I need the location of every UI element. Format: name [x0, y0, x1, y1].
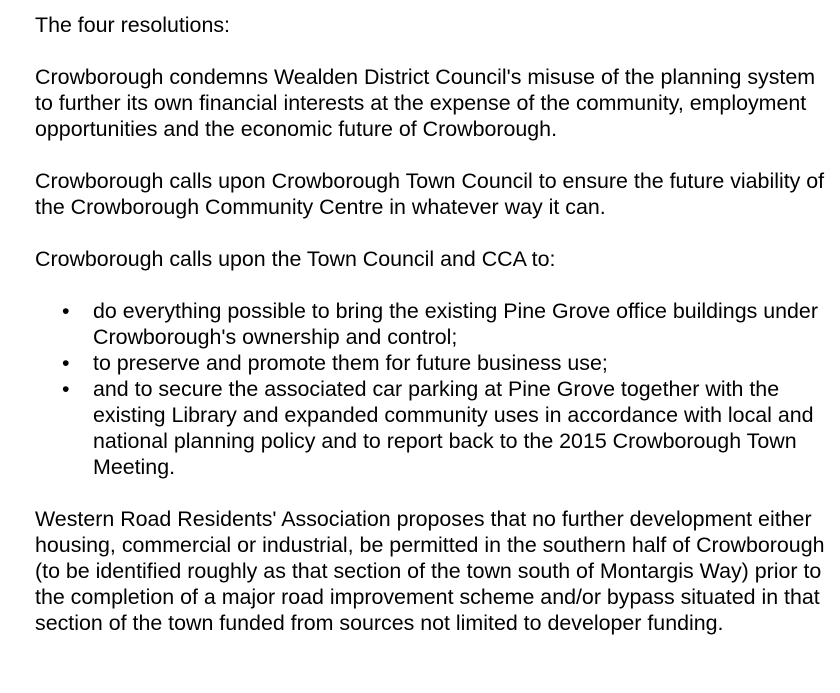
- resolution-paragraph-1: Crowborough condemns Wealden District Council's misuse of the planning system to further its own financial interests at the expense of the community, employment opportunities and the economic future of Crowborough.: [35, 65, 816, 141]
- resolution-bullet-list: [35, 298, 825, 480]
- list-item: [35, 350, 825, 376]
- list-item-text: do everything possible to bring the existing Pine Grove office buildings under Crowborough's ownership and control;: [93, 299, 818, 349]
- bullet-icon: •: [62, 351, 70, 375]
- bullet-icon: •: [62, 377, 70, 401]
- resolutions-heading: The four resolutions:: [35, 13, 230, 37]
- closing-paragraph: Western Road Residents' Association proposes that no further development either housing, commercial or industrial, be permitted in the southern half of Crowborough (to be identified roughly as that section of the town south of Montargis Way) prior to the completion of a major road improvement scheme and/or bypass situated in that section of the town funded from sources not limited to developer funding.: [35, 507, 825, 635]
- list-item-text: to preserve and promote them for future business use;: [93, 351, 608, 375]
- list-item: [35, 298, 825, 350]
- resolution-paragraph-2: Crowborough calls upon Crowborough Town Council to ensure the future viability of the Crowborough Community Centre in whatever way it can.: [35, 169, 825, 219]
- list-item-text: and to secure the associated car parking at Pine Grove together with the existing Library and expanded community uses in accordance with local and national planning policy and to report back to the 2015 Crowborough Town Meeting.: [93, 377, 814, 479]
- bullet-icon: •: [62, 299, 70, 323]
- list-item: [35, 376, 825, 480]
- document-body: [35, 12, 825, 662]
- resolution-paragraph-3: Crowborough calls upon the Town Council and CCA to:: [35, 247, 556, 271]
